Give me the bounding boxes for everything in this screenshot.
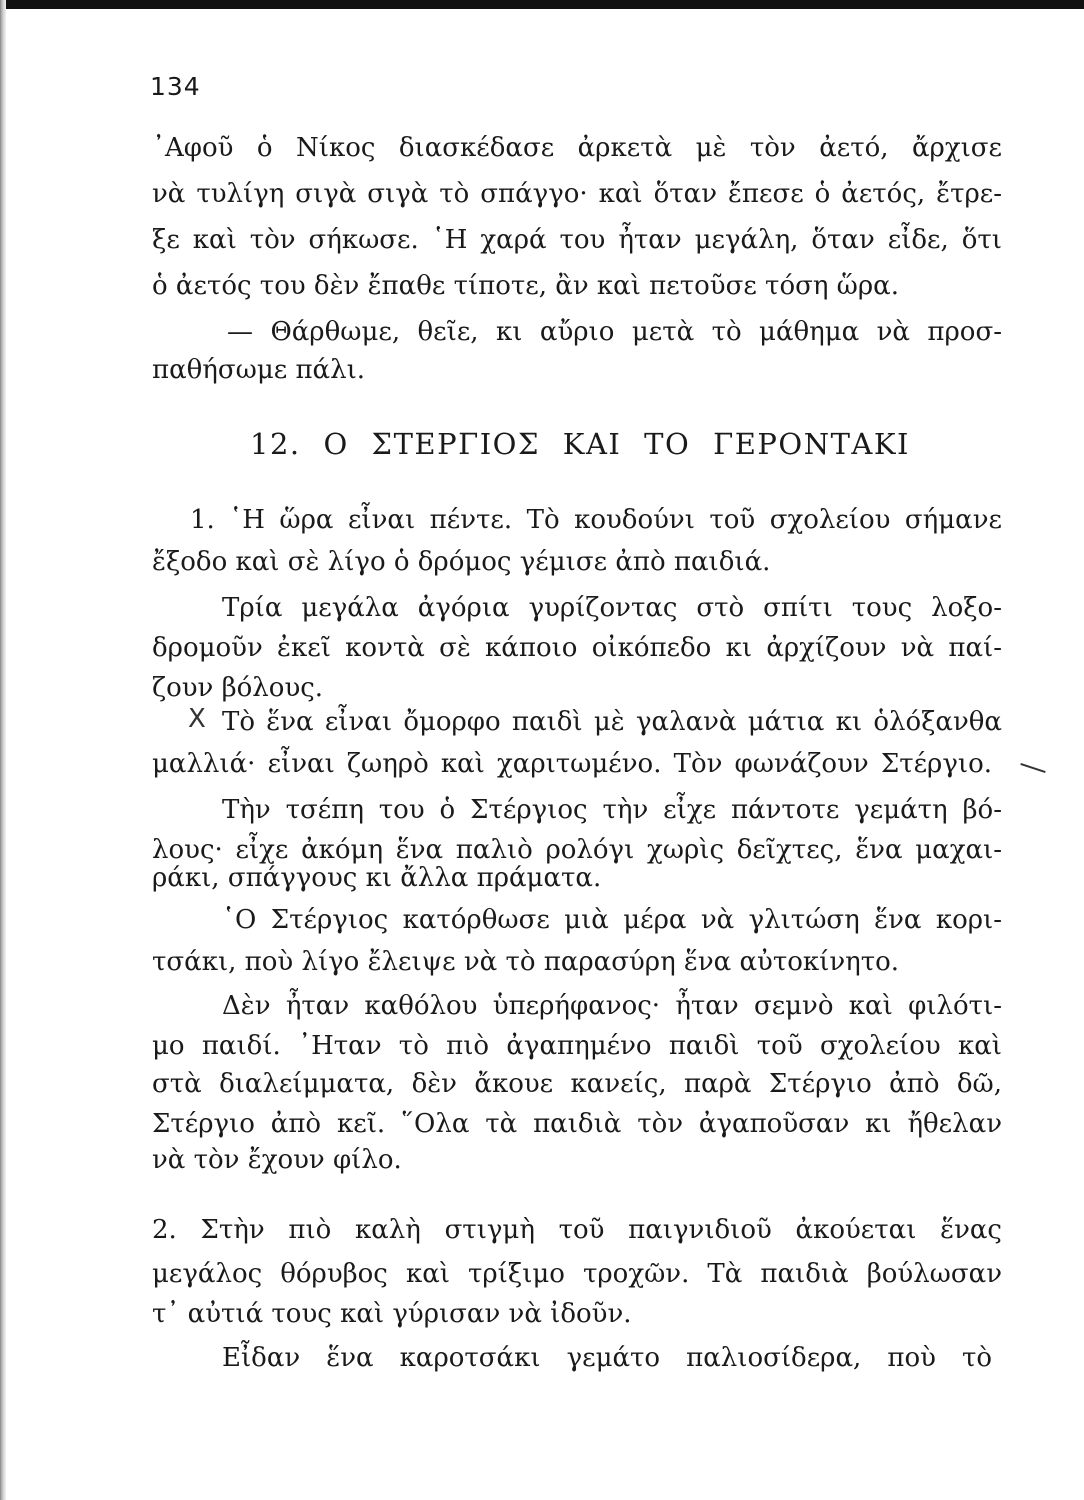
handwritten-x-mark: X [188, 704, 206, 734]
intro-line-2: νὰ τυλίγη σιγὰ σιγὰ τὸ σπάγγο· καὶ ὅταν ἔπεσε ὁ ἀετός, ἔτρε- [152, 179, 1002, 209]
section1-line-17: νὰ τὸν ἔχουν φίλο. [152, 1145, 402, 1175]
section1-line-7: μαλλιά· εἶναι ζωηρὸ καὶ χαριτωμένο. Τὸν φωνάζουν Στέργιο. [152, 749, 992, 779]
section1-line-3: Τρία μεγάλα ἀγόρια γυρίζοντας στὸ σπίτι τους λοξο- [222, 593, 1002, 623]
scan-top-border [0, 0, 1084, 9]
section2-line-4: Εἶδαν ἕνα καροτσάκι γεμάτο παλιοσίδερα, ποὺ τὸ [222, 1343, 992, 1373]
section1-line-12: τσάκι, ποὺ λίγο ἔλειψε νὰ τὸ παρασύρη ἕνα αὐτοκίνητο. [152, 947, 900, 977]
intro-line-5: — Θάρθωμε, θεῖε, κι αὔριο μετὰ τὸ μάθημα νὰ προσ- [227, 317, 1002, 347]
page-number: 134 [150, 72, 201, 101]
handwritten-dash-mark [1020, 763, 1045, 773]
section1-line-16: Στέργιο ἀπὸ κεῖ. ῞Ολα τὰ παιδιὰ τὸν ἀγαποῦσαν κι ἤθελαν [152, 1109, 1002, 1139]
book-gutter-edge [0, 0, 6, 1500]
section1-line-15: στὰ διαλείμματα, δὲν ἄκουε κανείς, παρὰ Στέργιο ἀπὸ δῶ, [152, 1069, 1002, 1099]
section2-line-2: μεγάλος θόρυβος καὶ τρίξιμο τροχῶν. Τὰ παιδιὰ βούλωσαν [152, 1259, 1002, 1289]
section1-line-9: λους· εἶχε ἀκόμη ἕνα παλιὸ ρολόγι χωρὶς δεῖχτες, ἕνα μαχαι- [152, 835, 1002, 865]
intro-line-6: παθήσωμε πάλι. [152, 355, 366, 385]
section1-line-6: Τὸ ἕνα εἶναι ὄμορφο παιδὶ μὲ γαλανὰ μάτια κι ὁλόξανθα [222, 707, 1002, 737]
chapter-heading: 12. Ο ΣΤΕΡΓΙΟΣ ΚΑΙ ΤΟ ΓΕΡΟΝΤΑΚΙ [250, 427, 910, 461]
section1-line-10: ράκι, σπάγγους κι ἄλλα πράματα. [152, 863, 602, 893]
section1-line-5: ζουν βόλους. [152, 673, 324, 703]
section1-line-4: δρομοῦν ἐκεῖ κοντὰ σὲ κάποιο οἰκόπεδο κι ἀρχίζουν νὰ παί- [152, 633, 1002, 663]
intro-line-1: ᾿Αφοῦ ὁ Νίκος διασκέδασε ἀρκετὰ μὲ τὸν ἀετό, ἄρχισε [152, 133, 1002, 163]
section2-line-1: 2. Στὴν πιὸ καλὴ στιγμὴ τοῦ παιγνιδιοῦ ἀκούεται ἕνας [152, 1215, 1002, 1245]
section1-line-11: ῾Ο Στέργιος κατόρθωσε μιὰ μέρα νὰ γλιτώση ἕνα κορι- [222, 905, 1002, 935]
intro-line-3: ξε καὶ τὸν σήκωσε. ῾Η χαρά του ἦταν μεγάλη, ὅταν εἶδε, ὅτι [152, 225, 1002, 255]
section2-line-3: τ᾿ αὐτιά τους καὶ γύρισαν νὰ ἰδοῦν. [152, 1299, 632, 1329]
section1-line-2: ἔξοδο καὶ σὲ λίγο ὁ δρόμος γέμισε ἀπὸ παιδιά. [152, 547, 771, 577]
section1-line-14: μο παιδί. ᾿Ηταν τὸ πιὸ ἀγαπημένο παιδὶ τοῦ σχολείου καὶ [152, 1031, 1002, 1061]
section1-line-8: Τὴν τσέπη του ὁ Στέργιος τὴν εἶχε πάντοτε γεμάτη βό- [222, 795, 1002, 825]
section1-line-13: Δὲν ἦταν καθόλου ὑπερήφανος· ἦταν σεμνὸ καὶ φιλότι- [222, 991, 1002, 1021]
section1-line-1: 1. ῾Η ὥρα εἶναι πέντε. Τὸ κουδούνι τοῦ σχολείου σήμανε [190, 505, 1002, 535]
intro-line-4: ὁ ἀετός του δὲν ἔπαθε τίποτε, ἂν καὶ πετοῦσε τόση ὥρα. [152, 271, 899, 301]
